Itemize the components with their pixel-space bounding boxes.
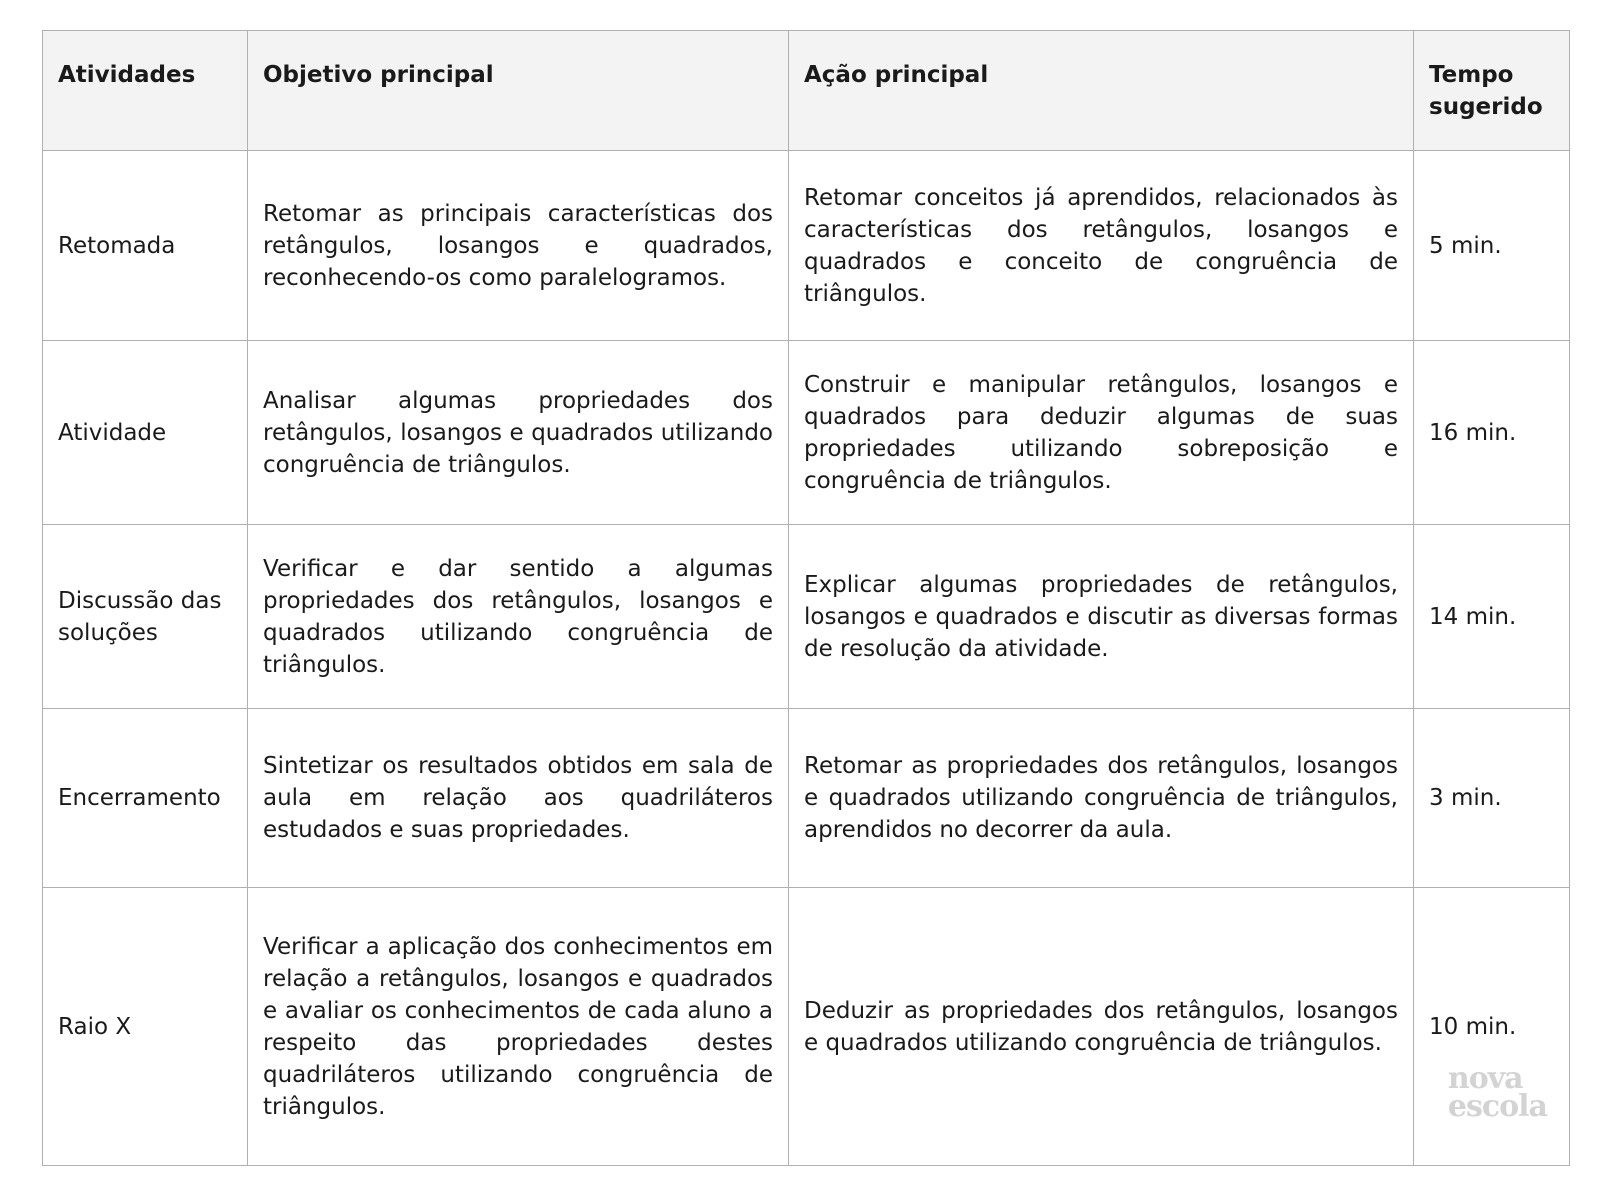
header-objective: Objetivo principal: [248, 31, 789, 151]
objective-cell: Sintetizar os resultados obtidos em sala de aula em relação aos quadriláteros estudados e suas propriedades.: [248, 709, 789, 888]
objective-cell: Verificar e dar sentido a algumas propriedades dos retângulos, losangos e quadrados utilizando congruência de triângulos.: [248, 525, 789, 709]
header-time: Tempo sugerido: [1414, 31, 1570, 151]
objective-cell: Retomar as principais características dos retângulos, losangos e quadrados, reconhecendo-os como paralelogramos.: [248, 151, 789, 341]
activity-cell: Discussão das soluções: [43, 525, 248, 709]
table-header: [43, 31, 1570, 151]
action-cell: Deduzir as propriedades dos retângulos, losangos e quadrados utilizando congruência de triângulos.: [789, 888, 1414, 1166]
header-row: [43, 31, 1570, 151]
table-row: [43, 341, 1570, 525]
time-cell: 16 min.: [1414, 341, 1570, 525]
action-cell: Construir e manipular retângulos, losangos e quadrados para deduzir algumas de suas propriedades utilizando sobreposição e congruência de triângulos.: [789, 341, 1414, 525]
table-row: [43, 709, 1570, 888]
objective-cell: Analisar algumas propriedades dos retângulos, losangos e quadrados utilizando congruência de triângulos.: [248, 341, 789, 525]
table-row: [43, 525, 1570, 709]
nova-escola-logo: [1447, 1061, 1547, 1124]
objective-cell: Verificar a aplicação dos conhecimentos em relação a retângulos, losangos e quadrados e avaliar os conhecimentos de cada aluno a respeito das propriedades destes quadriláteros utilizando congruência de triângulos.: [248, 888, 789, 1166]
table-body: [43, 151, 1570, 1166]
table-row: [43, 151, 1570, 341]
action-cell: Retomar conceitos já aprendidos, relacionados às características dos retângulos, losangos e quadrados e conceito de congruência de triângulos.: [789, 151, 1414, 341]
activity-cell: Encerramento: [43, 709, 248, 888]
time-cell: 14 min.: [1414, 525, 1570, 709]
time-cell: 3 min.: [1414, 709, 1570, 888]
table-row: [43, 888, 1570, 1166]
time-value: 10 min.: [1429, 1013, 1517, 1040]
lesson-plan-table: [42, 30, 1570, 1166]
logo-line-1: nova: [1447, 1061, 1523, 1096]
header-action: Ação principal: [789, 31, 1414, 151]
activity-cell: Raio X: [43, 888, 248, 1166]
logo-line-2: escola: [1447, 1089, 1547, 1124]
activity-cell: Atividade: [43, 341, 248, 525]
time-cell: 5 min.: [1414, 151, 1570, 341]
activity-cell: Retomada: [43, 151, 248, 341]
time-cell: [1414, 888, 1570, 1166]
action-cell: Retomar as propriedades dos retângulos, losangos e quadrados utilizando congruência de triângulos, aprendidos no decorrer da aula.: [789, 709, 1414, 888]
header-activities: Atividades: [43, 31, 248, 151]
action-cell: Explicar algumas propriedades de retângulos, losangos e quadrados e discutir as diversas formas de resolução da atividade.: [789, 525, 1414, 709]
